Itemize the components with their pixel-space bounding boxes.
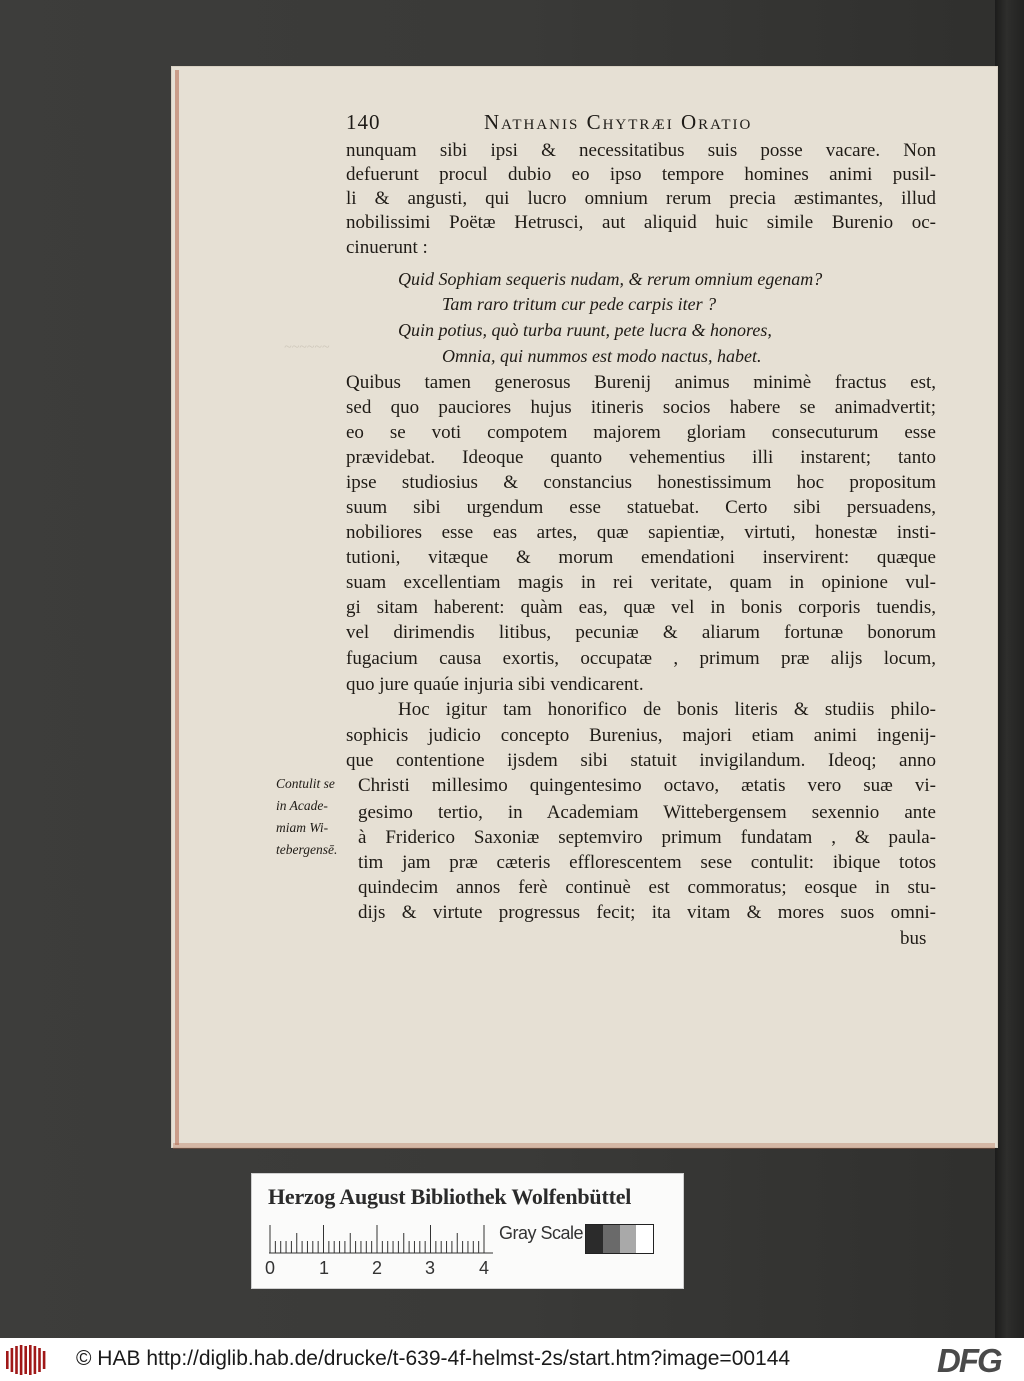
page-number: 140 — [346, 110, 381, 134]
ruler-number: 1 — [319, 1258, 330, 1278]
text-line: à Friderico Saxoniæ septemviro primum fundatam , & paula- — [358, 827, 936, 848]
text-line: suum sibi urgendum esse statuebat. Certo sibi persuadens, — [346, 497, 936, 518]
ruler-number: 3 — [425, 1258, 436, 1278]
footer-copyright-url[interactable]: © HAB http://diglib.hab.de/drucke/t-639-4f-helmst-2s/start.htm?image=00144 — [76, 1347, 791, 1370]
logo-bar — [43, 1351, 46, 1369]
text-line: Hoc igitur tam honorifico de bonis literis & studiis philo- — [398, 699, 936, 720]
verse-line: Omnia, qui nummos est modo nactus, habet. — [442, 346, 762, 366]
verse-line: Tam raro tritum cur pede carpis iter ? — [442, 294, 717, 314]
text-line: dijs & virtute progressus fecit; ita vitam & mores suos omni- — [358, 902, 936, 923]
logo-bar — [34, 1346, 37, 1374]
scale-ruler-card — [251, 1173, 684, 1289]
library-name: Herzog August Bibliothek Wolfenbüttel — [268, 1184, 632, 1209]
hab-logo-icon — [6, 1345, 48, 1375]
gray-swatch — [620, 1225, 637, 1253]
ruler-number: 0 — [265, 1258, 276, 1278]
text-line: cinuerunt : — [346, 237, 428, 258]
dfg-logo: DFG — [937, 1342, 1001, 1379]
margin-note-line: tebergensē. — [276, 842, 338, 857]
text-line: li & angusti, qui lucro omnium rerum precia æstimantes, illud — [346, 188, 936, 209]
logo-bar — [11, 1348, 14, 1372]
text-line: Christi millesimo quingentesimo octavo, ætatis vero suæ vi- — [358, 775, 936, 796]
margin-note-line: in Acade- — [276, 798, 328, 813]
text-line: tim jam præ cæteris efflorescentem sese contulit: ibique totos — [358, 852, 936, 873]
gray-swatch — [603, 1225, 620, 1253]
logo-bar — [24, 1346, 27, 1374]
text-line: vel dirimendis litibus, pecuniæ & aliarum fortunæ bonorum — [346, 622, 936, 643]
logo-bar — [15, 1346, 18, 1374]
ruler-scale — [269, 1224, 495, 1254]
text-line: nobiliores esse eas artes, quæ sapientiæ, virtuti, honestæ insti- — [346, 522, 936, 543]
text-line: ipse studiosius & constancius honestissimum hoc propositum — [346, 472, 936, 493]
gray-swatch — [636, 1225, 653, 1253]
margin-note-line: miam Wi- — [276, 820, 329, 835]
show-through-mark: ~~~~~~ — [284, 340, 330, 355]
catchword: bus — [900, 928, 927, 949]
text-line: quo jure quaúe injuria sibi vendicarent. — [346, 674, 644, 695]
text-line: defuerunt procul dubio eo ipso tempore homines animi pusil- — [346, 164, 936, 185]
text-line: quindecim annos ferè continuè est commoratus; eosque in stu- — [358, 877, 936, 898]
logo-bar — [38, 1348, 41, 1372]
book-edge — [995, 0, 1024, 1338]
text-line: nunquam sibi ipsi & necessitatibus suis posse vacare. Non — [346, 140, 936, 161]
logo-bar — [6, 1351, 9, 1369]
text-line: sed quo pauciores hujus itineris socios habere se animadvertit; — [346, 397, 936, 418]
page-bottom-stain — [173, 1143, 995, 1149]
gray-scale-label: Gray Scale — [499, 1223, 584, 1243]
running-head — [346, 110, 946, 140]
text-line: nobilissimi Poëtæ Hetrusci, aut aliquid huic simile Burenio oc- — [346, 212, 936, 233]
text-line: fugacium causa exortis, occupatæ , primum præ alijs locum, — [346, 648, 936, 669]
gray-swatch — [586, 1225, 603, 1253]
verse-line: Quin potius, quò turba ruunt, pete lucra & honores, — [398, 320, 772, 340]
logo-bar — [20, 1345, 23, 1375]
text-line: tutioni, vitæque & morum emendationi inservirent: quæque — [346, 547, 936, 568]
ruler-number: 2 — [372, 1258, 383, 1278]
text-line: sophicis judicio concepto Burenius, majori etiam animi ingenij- — [346, 725, 936, 746]
running-head-title: Nathanis Chytræi Oratio — [484, 110, 753, 134]
logo-bar — [29, 1345, 32, 1375]
text-line: gesimo tertio, in Academiam Wittebergensem sexennio ante — [358, 802, 936, 823]
text-line: gi sitam haberent: quàm eas, quæ vel in bonis corporis tuendis, — [346, 597, 936, 618]
ruler-number: 4 — [479, 1258, 490, 1278]
text-line: que contentione ijsdem sibi statuit invigilandum. Ideoq; anno — [346, 750, 936, 771]
text-line: eo se voti compotem majorem gloriam consecuturum esse — [346, 422, 936, 443]
text-line: prævidebat. Ideoque quanto vehementius illi instarent; tanto — [346, 447, 936, 468]
verse-line: Quid Sophiam sequeris nudam, & rerum omnium egenam? — [398, 269, 823, 289]
gray-scale-bar — [585, 1224, 654, 1254]
text-line: Quibus tamen generosus Burenij animus minimè fractus est, — [346, 372, 936, 393]
margin-note-line: Contulit se — [276, 776, 335, 791]
viewer-footer — [0, 1338, 1024, 1381]
text-line: suam excellentiam magis in rei veritate, quam in opinione vul- — [346, 572, 936, 593]
page-edge-stain — [175, 70, 179, 1145]
